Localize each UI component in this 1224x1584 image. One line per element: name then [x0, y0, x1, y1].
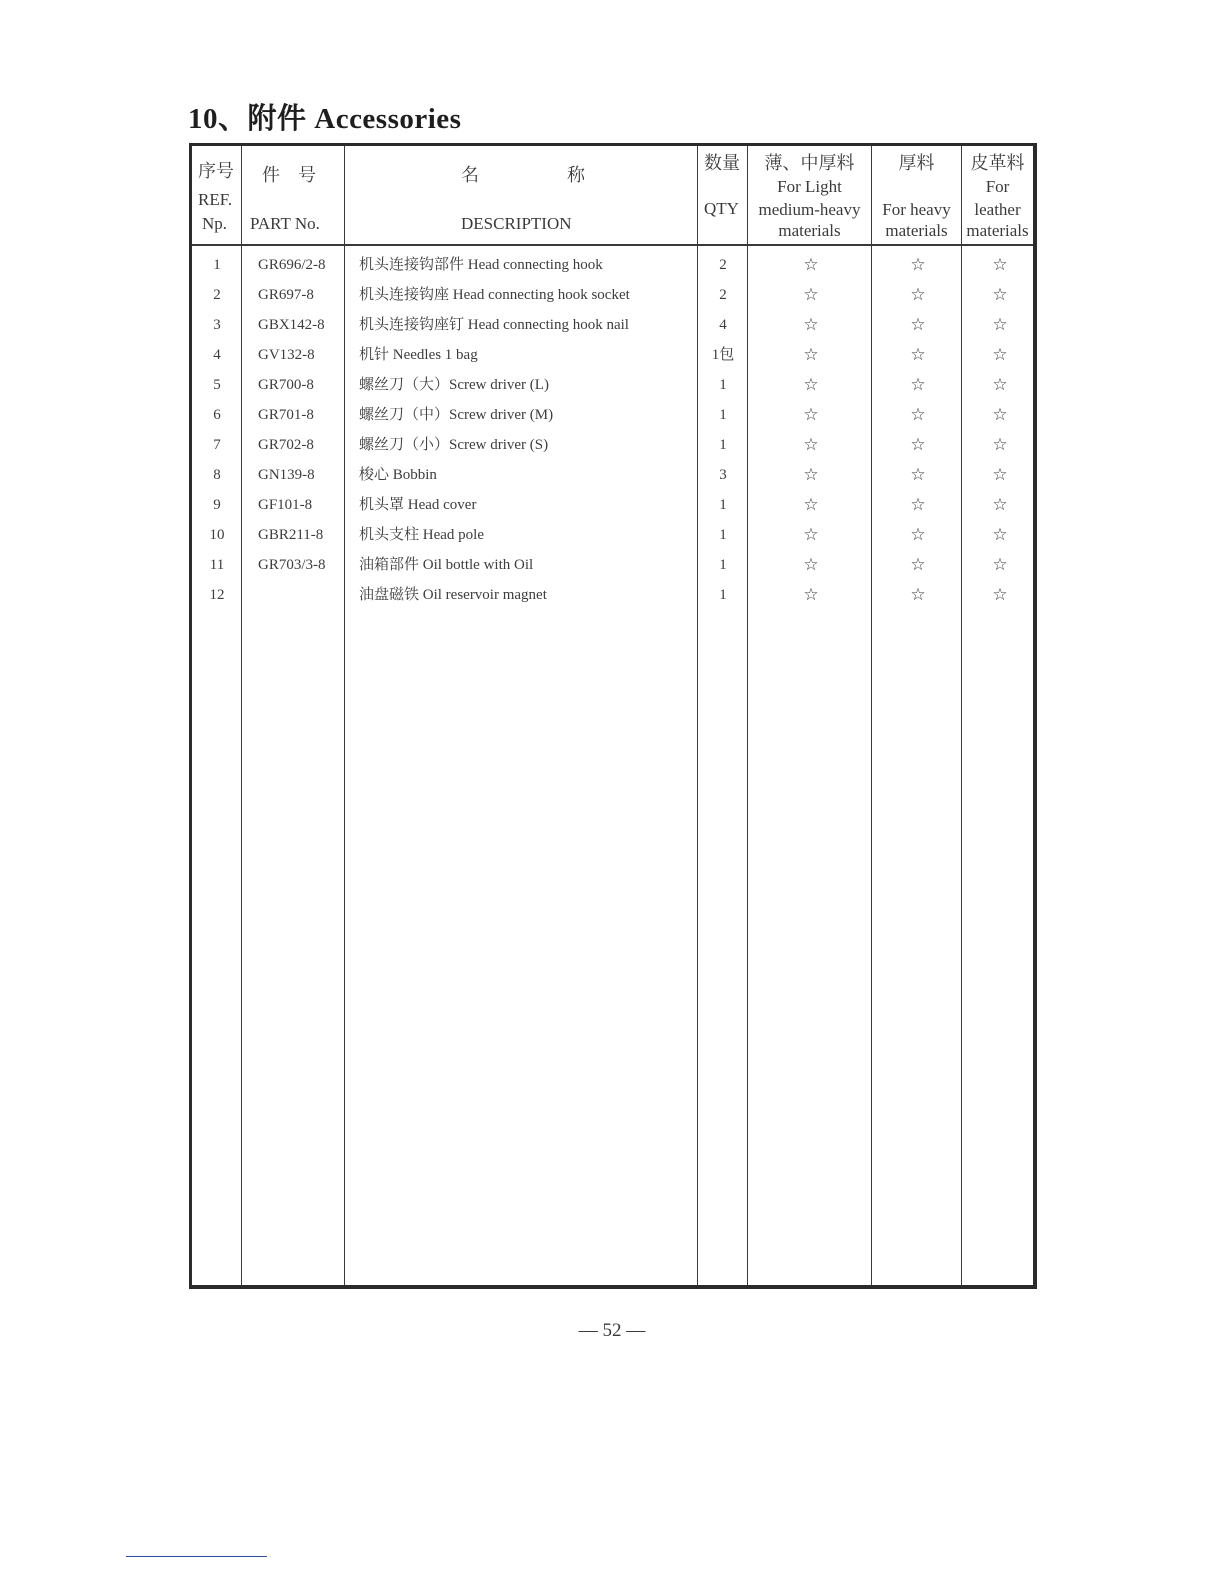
- accessories-table: [189, 143, 1037, 1289]
- star-icon: ☆: [992, 585, 1008, 604]
- table-row: [192, 490, 1033, 520]
- star-icon: ☆: [910, 315, 926, 334]
- cell-part-no: GN139-8: [258, 467, 315, 483]
- cell-description: 机头连接钩部件 Head connecting hook: [359, 257, 603, 273]
- star-icon: ☆: [992, 495, 1008, 514]
- star-icon: ☆: [992, 255, 1008, 274]
- table-row: [192, 310, 1033, 340]
- cell-part-no: GF101-8: [258, 497, 313, 513]
- header-divider: [192, 244, 1033, 246]
- star-icon: ☆: [910, 285, 926, 304]
- cell-description: 油盘磁铁 Oil reservoir magnet: [359, 587, 547, 603]
- cell-ref: 9: [213, 497, 221, 513]
- cell-part-no: GR696/2-8: [258, 257, 326, 273]
- table-row: [192, 370, 1033, 400]
- cell-description: 螺丝刀（大）Screw driver (L): [359, 377, 549, 393]
- header-leather-en-2: leather: [974, 200, 1021, 219]
- star-icon: ☆: [910, 375, 926, 394]
- star-icon: ☆: [992, 555, 1008, 574]
- header-ref-np: Np.: [202, 214, 228, 233]
- cell-ref: 1: [213, 257, 221, 273]
- cell-qty: 2: [719, 287, 727, 303]
- cell-qty: 3: [719, 467, 727, 483]
- cell-qty: 1: [719, 407, 727, 423]
- cell-ref: 5: [213, 377, 221, 393]
- header-part: [242, 146, 344, 244]
- cell-qty: 2: [719, 257, 727, 273]
- star-icon: ☆: [803, 555, 819, 574]
- header-leather-en-1: For: [985, 177, 1010, 196]
- star-icon: ☆: [803, 525, 819, 544]
- star-icon: ☆: [910, 465, 926, 484]
- header-leather-en-3: materials: [966, 221, 1029, 240]
- star-icon: ☆: [992, 525, 1008, 544]
- header-light-en-1: For Light: [777, 177, 842, 196]
- table-row: [192, 400, 1033, 430]
- cell-ref: 8: [213, 467, 221, 483]
- table-row: [192, 280, 1033, 310]
- cell-description: 机头罩 Head cover: [359, 497, 477, 513]
- header-heavy-en-2: materials: [885, 221, 948, 240]
- cell-ref: 2: [213, 287, 221, 303]
- cell-ref: 6: [213, 407, 221, 423]
- header-part-en: PART No.: [250, 214, 320, 233]
- table-row: [192, 340, 1033, 370]
- table-row: [192, 550, 1033, 580]
- star-icon: ☆: [803, 285, 819, 304]
- header-heavy-en-1: For heavy: [882, 200, 951, 219]
- header-heavy-materials: [872, 146, 961, 244]
- cell-qty: 1: [719, 527, 727, 543]
- header-desc-cn-1: 名: [461, 165, 479, 185]
- header-desc-en: DESCRIPTION: [461, 214, 572, 233]
- cell-qty: 4: [719, 317, 727, 333]
- header-ref: [192, 146, 241, 244]
- page-title: 10、附件 Accessories: [188, 103, 462, 135]
- star-icon: ☆: [803, 435, 819, 454]
- cell-qty: 1包: [711, 347, 735, 363]
- star-icon: ☆: [803, 345, 819, 364]
- cell-qty: 1: [719, 437, 727, 453]
- cell-ref: 3: [213, 317, 221, 333]
- star-icon: ☆: [910, 255, 926, 274]
- header-light-cn: 薄、中厚料: [764, 153, 855, 173]
- header-ref-cn: 序号: [198, 161, 234, 181]
- table-row: [192, 580, 1033, 610]
- cell-description: 螺丝刀（中）Screw driver (M): [359, 407, 554, 423]
- cell-part-no: GR700-8: [258, 377, 314, 393]
- cell-qty: 1: [719, 557, 727, 573]
- header-heavy-cn: 厚料: [898, 153, 935, 173]
- star-icon: ☆: [992, 285, 1008, 304]
- cell-part-no: GR697-8: [258, 287, 314, 303]
- cell-description: 梭心 Bobbin: [359, 467, 437, 483]
- header-leather-cn: 皮革料: [970, 153, 1025, 173]
- star-icon: ☆: [803, 465, 819, 484]
- star-icon: ☆: [910, 345, 926, 364]
- star-icon: ☆: [910, 555, 926, 574]
- star-icon: ☆: [910, 405, 926, 424]
- star-icon: ☆: [992, 405, 1008, 424]
- header-light-en-3: materials: [778, 221, 841, 240]
- cell-ref: 11: [209, 557, 225, 573]
- header-part-cn: 件 号: [262, 165, 316, 185]
- star-icon: ☆: [803, 315, 819, 334]
- table-row: [192, 430, 1033, 460]
- cell-description: 油箱部件 Oil bottle with Oil: [359, 557, 534, 573]
- star-icon: ☆: [803, 405, 819, 424]
- page-number: — 52 —: [578, 1320, 646, 1341]
- cell-description: 机头连接钩座 Head connecting hook socket: [359, 287, 630, 303]
- cell-description: 螺丝刀（小）Screw driver (S): [359, 437, 549, 453]
- star-icon: ☆: [992, 465, 1008, 484]
- star-icon: ☆: [803, 255, 819, 274]
- cell-part-no: GV132-8: [258, 347, 315, 363]
- header-light-en-2: medium-heavy: [758, 200, 861, 219]
- table-row: [192, 250, 1033, 280]
- header-qty-cn: 数量: [704, 153, 740, 173]
- star-icon: ☆: [910, 495, 926, 514]
- cell-ref: 4: [213, 347, 221, 363]
- cell-part-no: GR703/3-8: [258, 557, 326, 573]
- cell-qty: 1: [719, 497, 727, 513]
- cell-description: 机针 Needles 1 bag: [359, 347, 478, 363]
- cell-ref: 10: [209, 527, 225, 543]
- star-icon: ☆: [992, 375, 1008, 394]
- cell-ref: 7: [213, 437, 221, 453]
- table-row: [192, 520, 1033, 550]
- footer-rule: [126, 1556, 267, 1557]
- star-icon: ☆: [992, 315, 1008, 334]
- header-description: [345, 146, 697, 244]
- cell-qty: 1: [719, 377, 727, 393]
- cell-part-no: GR702-8: [258, 437, 314, 453]
- star-icon: ☆: [910, 525, 926, 544]
- header-desc-cn-2: 称: [567, 165, 585, 185]
- header-qty: [698, 146, 747, 244]
- cell-part-no: GBX142-8: [258, 317, 325, 333]
- cell-description: 机头连接钩座钉 Head connecting hook nail: [359, 317, 629, 333]
- star-icon: ☆: [803, 495, 819, 514]
- star-icon: ☆: [910, 435, 926, 454]
- header-light-materials: [748, 146, 871, 244]
- cell-qty: 1: [719, 587, 727, 603]
- header-leather-materials: [962, 146, 1033, 244]
- star-icon: ☆: [992, 435, 1008, 454]
- star-icon: ☆: [992, 345, 1008, 364]
- header-ref-en: REF.: [198, 190, 233, 209]
- cell-part-no: GR701-8: [258, 407, 314, 423]
- star-icon: ☆: [803, 585, 819, 604]
- cell-ref: 12: [209, 587, 225, 603]
- cell-description: 机头支柱 Head pole: [359, 527, 484, 543]
- star-icon: ☆: [910, 585, 926, 604]
- table-row: [192, 460, 1033, 490]
- header-qty-en: QTY: [704, 199, 739, 218]
- cell-part-no: GBR211-8: [258, 527, 324, 543]
- star-icon: ☆: [803, 375, 819, 394]
- cell-part-no: [258, 580, 348, 610]
